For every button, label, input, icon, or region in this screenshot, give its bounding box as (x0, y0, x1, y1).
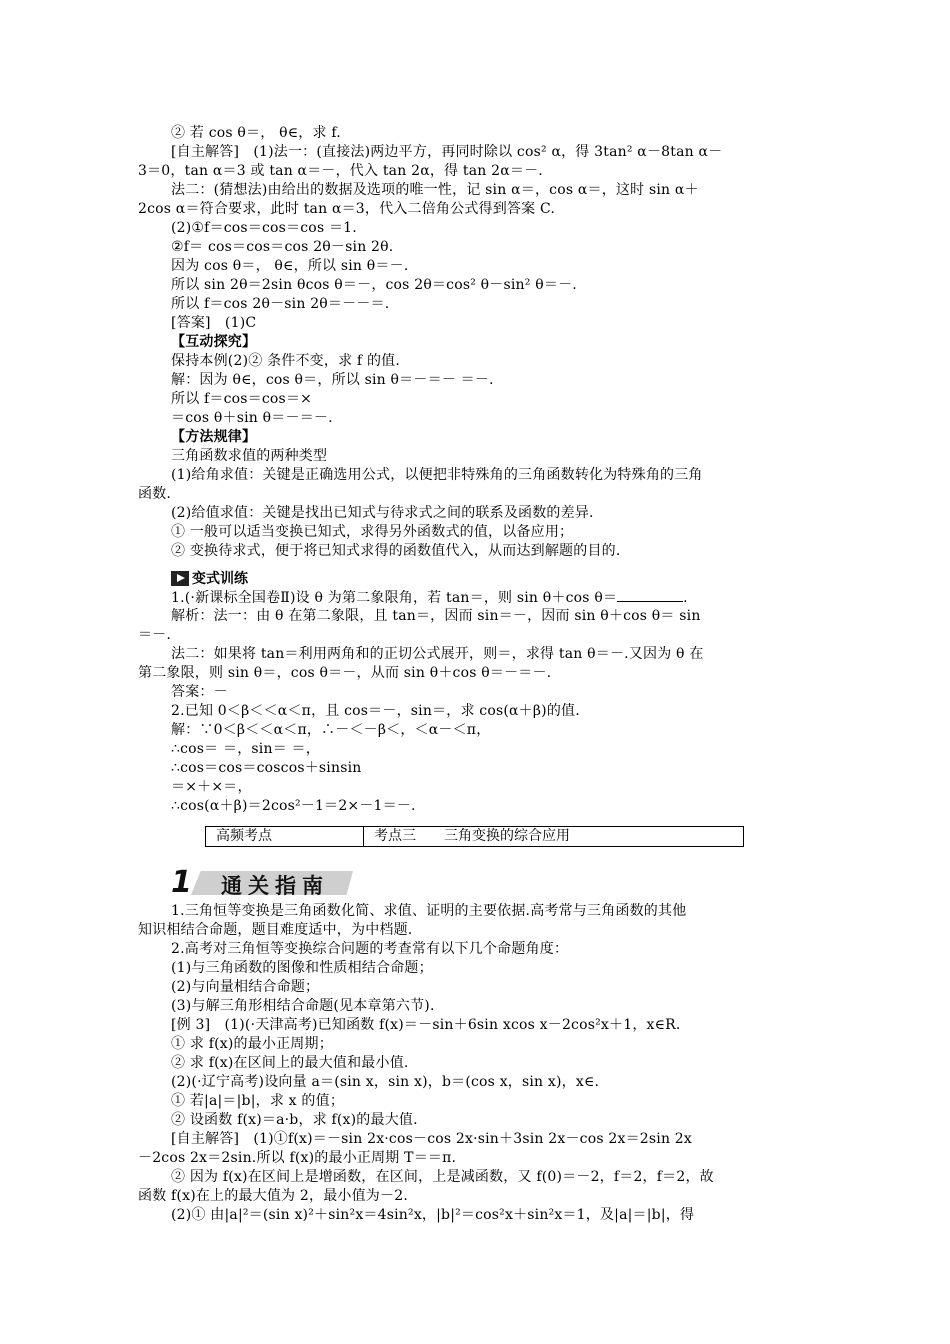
text-line: ∴cos＝cos＝coscos＋sinsin (171, 760, 362, 776)
text-line: 所以 sin 2θ＝2sin θcos θ＝－，cos 2θ＝cos² θ－sin² θ＝－. (171, 277, 577, 293)
text-line: 解：因为 θ∈，cos θ＝，所以 sin θ＝－＝－ ＝－. (171, 372, 494, 388)
variant-training-heading (171, 569, 248, 587)
text-line: ＝cos θ＋sin θ＝－＝－. (171, 410, 333, 426)
banner-number: 1 (171, 865, 192, 900)
section-heading: 【方法规律】 (171, 429, 257, 445)
text-line: ②f＝ cos＝cos＝cos 2θ－sin 2θ. (171, 239, 394, 255)
text-line: (2)与向量相结合命题； (171, 979, 320, 995)
text-line: 1.(·新课标全国卷Ⅱ)设 θ 为第二象限角，若 tan＝，则 sin θ＋cos θ＝ . (171, 590, 688, 606)
text-line: (2)① 由|a|²＝(sin x)²＋sin²x＝4sin²x，|b|²＝cos²x＋sin²x＝1，及|a|＝|b|，得 (171, 1207, 695, 1223)
text-line: 知识相结合命题，题目难度适中，为中档题. (138, 922, 413, 938)
answer-label: [答案] (1)C (171, 315, 257, 331)
text-line: 2.高考对三角恒等变换综合问题的考查常有以下几个命题角度： (171, 941, 569, 957)
text-line: [例 3] (1)(·天津高考)已知函数 f(x)＝－sin＋6sin xcos x－2cos²x＋1，x∈R. (171, 1017, 681, 1033)
section-heading: 【互动探究】 (171, 334, 257, 350)
text-line: ② 因为 f(x)在区间上是增函数，在区间，上是减函数，又 f(0)＝－2，f＝2，f＝2，故 (171, 1169, 714, 1185)
text-line: ＝－. (138, 627, 172, 643)
text-line: 函数. (138, 486, 172, 502)
text-line: 法二：(猜想法)由给出的数据及选项的唯一性，记 sin α＝，cos α＝，这时 sin α＋ (171, 182, 699, 198)
text-line: ② 若 cos θ＝， θ∈，求 f. (171, 125, 341, 141)
text-line: 第二象限，则 sin θ＝，cos θ＝－，从而 sin θ＋cos θ＝－＝－. (138, 665, 552, 681)
text-line: ① 求 f(x)的最小正周期； (171, 1036, 333, 1052)
text-line: ② 设函数 f(x)＝a·b，求 f(x)的最大值. (171, 1112, 418, 1128)
text-line: 函数 f(x)在上的最大值为 2，最小值为－2. (138, 1188, 408, 1204)
text-line: (1)给角求值：关键是正确选用公式，以便把非特殊角的三角函数转化为特殊角的三角 (171, 467, 703, 483)
text-line: ＝×＋×＝， (171, 779, 252, 795)
answer-blank (617, 588, 683, 602)
variant-training-label: 变式训练 (192, 571, 248, 587)
text-line: ① 若|a|＝|b|，求 x 的值； (171, 1093, 345, 1109)
topic-table-col1: 高频考点 (206, 827, 364, 846)
text-line: 解：∵0＜β＜＜α＜π，∴－＜－β＜，＜α－＜π， (171, 722, 491, 738)
text-line: 所以 f＝cos 2θ－sin 2θ＝－－＝. (171, 296, 390, 312)
text-line: 所以 f＝cos＝cos＝× (171, 391, 313, 407)
text-line: ① 一般可以适当变换已知式，求得另外函数式的值，以备应用； (171, 524, 574, 540)
text-line: (2)(·辽宁高考)设向量 a＝(sin x，sin x)，b＝(cos x，sin x)，x∈. (171, 1074, 600, 1090)
text-line: 答案：－ (171, 684, 228, 700)
text-line: 2.已知 0＜β＜＜α＜π，且 cos＝－，sin＝，求 cos(α＋β)的值. (171, 703, 580, 719)
text-line: 保持本例(2)② 条件不变，求 f 的值. (171, 353, 401, 369)
question-text: 1.(·新课标全国卷Ⅱ)设 θ 为第二象限角，若 tan＝，则 sin θ＋cos θ＝ (171, 590, 618, 606)
text-line: ② 求 f(x)在区间上的最大值和最小值. (171, 1055, 409, 1071)
text-line: ② 变换待求式，便于将已知式求得的函数值代入，从而达到解题的目的. (171, 543, 621, 559)
text-line: －2cos 2x＝2sin.所以 f(x)的最小正周期 T＝＝π. (138, 1150, 457, 1166)
text-line: (3)与解三角形相结合命题(见本章第六节). (171, 998, 435, 1014)
text-line: 3＝0，tan α＝3 或 tan α＝－，代入 tan 2α，得 tan 2α＝－. (138, 163, 543, 179)
text-line: (2)①f＝cos＝cos＝cos ＝1. (171, 220, 357, 236)
section-banner (171, 865, 353, 900)
text-line: (2)给值求值：关键是找出已知式与待求式之间的联系及函数的差异. (171, 505, 594, 521)
text-line: (1)与三角函数的图像和性质相结合命题； (171, 960, 433, 976)
topic-table-col2: 考点三 三角变换的综合应用 (374, 828, 570, 844)
text-line: 法二：如果将 tan＝利用两角和的正切公式展开，则＝，求得 tan θ＝－.又因为 θ 在 (171, 646, 704, 662)
text-line: 1.三角恒等变换是三角函数化简、求值、证明的主要依据.高考常与三角函数的其他 (171, 903, 687, 919)
topic-table (205, 826, 744, 847)
play-triangle-icon (171, 571, 189, 586)
banner-title: 通关指南 (221, 874, 329, 898)
text-line: [自主解答] (1)①f(x)＝－sin 2x·cos－cos 2x·sin＋3sin 2x－cos 2x＝2sin 2x (171, 1131, 693, 1147)
text-line: 解析：法一：由 θ 在第二象限，且 tan＝，因而 sin＝－，因而 sin θ＋cos θ＝ sin (171, 608, 701, 624)
text-line: 三角函数求值的两种类型 (171, 448, 328, 464)
text-line: [自主解答] (1)法一：(直接法)两边平方，再同时除以 cos² α，得 3tan² α－8tan α－ (171, 144, 723, 160)
text-line: 2cos α＝符合要求，此时 tan α＝3，代入二倍角公式得到答案 C. (138, 201, 556, 217)
text-line: ∴cos＝ ＝，sin＝ ＝， (171, 741, 320, 757)
text-line: 因为 cos θ＝， θ∈，所以 sin θ＝－. (171, 258, 409, 274)
text-line: ∴cos(α＋β)＝2cos²－1＝2×－1＝－. (171, 798, 416, 814)
